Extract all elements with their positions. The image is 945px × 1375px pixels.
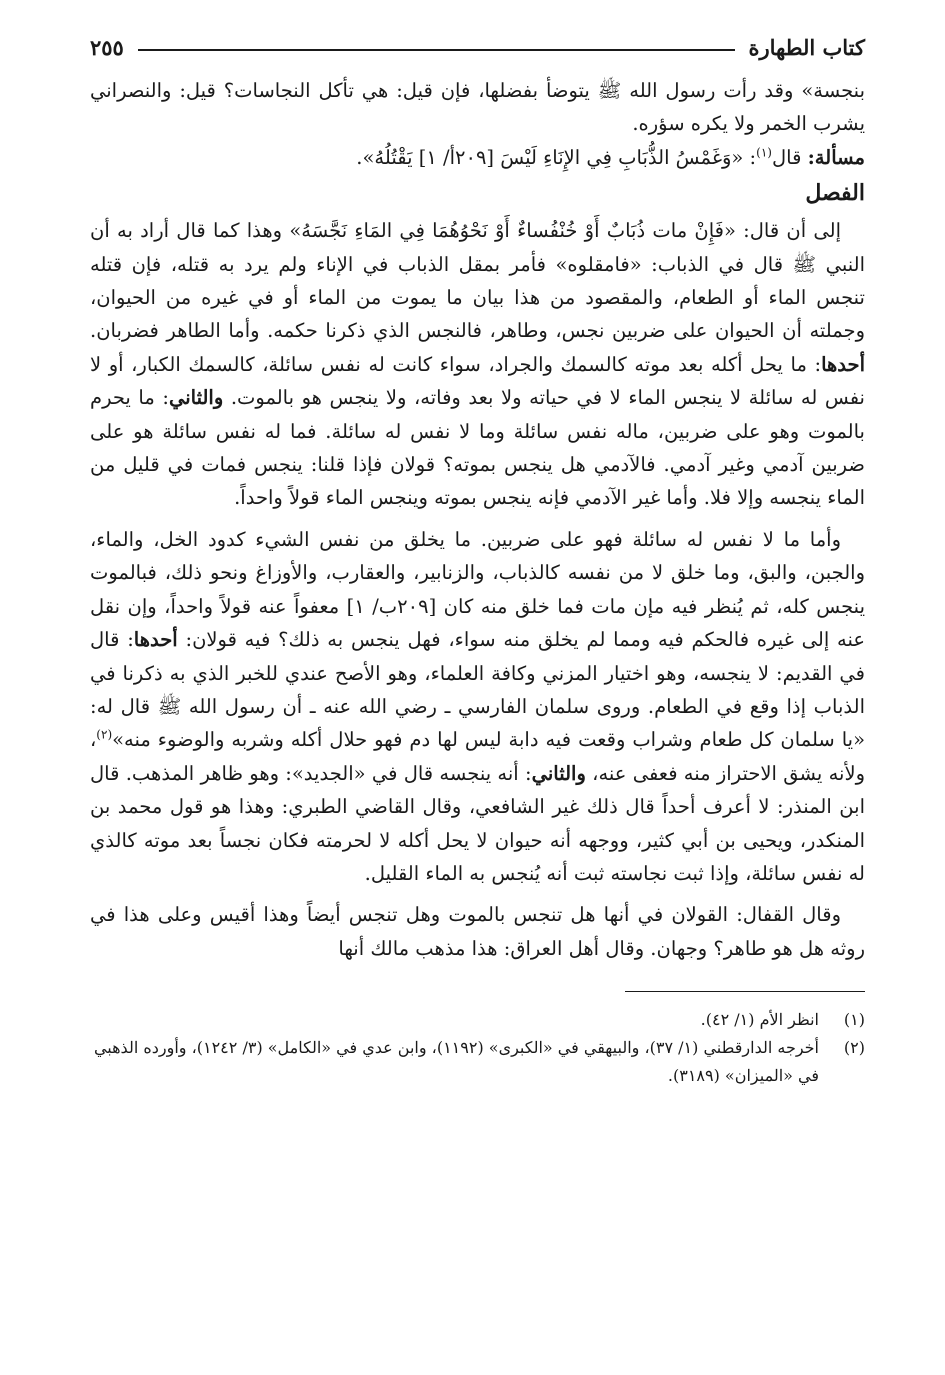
paragraph-gap: [90, 515, 865, 523]
p3-bold-first: أحدها: [821, 352, 865, 376]
footnote-rule: [625, 991, 865, 992]
header-rule: [138, 49, 735, 51]
paragraph-4: [90, 523, 865, 890]
p4-bold-second: والثاني: [531, 761, 586, 785]
p3-text-b: : ما يحل أكله بعد موته كالسمك والجراد، سواء كانت له نفس سائلة، كالسمك الكبار، أو لا نفس له سائلة لا ينجس الماء لا في حياته ولا بعد وفاته، ولا ينجس هو بالموت.: [90, 352, 865, 410]
p4-bold-first: أحدها: [133, 628, 178, 652]
paragraph-gap: [90, 890, 865, 898]
paragraph-masala: [90, 141, 865, 174]
masala-label: مسألة:: [807, 145, 865, 169]
p4-text-b: : قال في القديم: لا ينجسه، وهو اختيار المزني وكافة العلماء، وهو الأصح عندي للخبر الذي به ذكرنا في الذباب إذا وقع في الطعام. وروى سلمان الفارسي ـ رضي الله عنه ـ أن رسول الله ﷺ قال له: «يا سلمان كل طعام وشراب وقعت فيه دابة ليس لها دم فهو حلال أكله وشربه والوضوء منه»: [90, 628, 865, 752]
footnote-1: [90, 1006, 865, 1034]
p3-bold-second: والثاني: [168, 386, 224, 410]
footnote-number: (١): [843, 1010, 865, 1030]
paragraph-1: بنجسة» وقد رأت رسول الله ﷺ يتوضأ بفضلها، فإن قيل: هي تأكل النجاسات؟ قيل: والنصراني يشرب الخمر ولا يكره سؤره.: [90, 79, 865, 136]
p4-text-c: ، ولأنه يشق الاحتراز منه فعفى عنه،: [90, 728, 865, 785]
running-title: كتاب الطهارة: [748, 34, 865, 60]
footnote-2: [90, 1034, 865, 1090]
running-header: [90, 30, 865, 64]
p4-text-d: : أنه ينجسه قال في «الجديد»: وهو ظاهر المذهب. قال ابن المنذر: لا أعرف أحداً قال ذلك غير الشافعي، وقال القاضي الطبري: وهذا هو قول محمد بن المنكدر، ويحيى بن أبي كثير، ووجهه أنه حيوان لا يحل أكله لا لحرمته فكان نجساً بعد موته كالذي له نفس سائلة، وإذا ثبت نجاسته ثبت أنه يُنجس به الماء القليل.: [90, 761, 865, 885]
paragraph-5: وقال القفال: القولان في أنها هل تنجس بالموت وهل تنجس أيضاً وهذا أقيس وعلى هذا في روثه هل هو طاهر؟ وجهان. وقال أهل العراق: هذا مذهب مالك أنها: [90, 903, 865, 960]
book-page: [90, 30, 865, 1090]
p3-text-c: : ما يحرم بالموت وهو على ضربين، ماله نفس سائلة وما لا نفس له سائلة. فما له نفس سائلة هو على ضربين آدمي وغير آدمي. فالآدمي هل ينجس بموته؟ قولان فإذا قلنا: ينجس فمات في قليل من الماء ينجسه وإلا فلا. وأما غير الآدمي فإنه ينجس بموته وينجس الماء قولاً واحداً.: [90, 386, 865, 510]
masala-text-a: قال: [771, 145, 808, 169]
footnotes: [90, 1006, 865, 1090]
footnote-text: انظر الأم (١/ ٤٢).: [700, 1010, 819, 1030]
p4-text-a: وأما ما لا نفس له سائلة فهو على ضربين. ما يخلق من نفس الشيء كدود الخل، والماء، والجبن، والبق، وما خلق لا من نفسه كالذباب، والزنابير، والعقارب، والأوزاغ ونحو ذلك، فبالموت ينجس كله، ثم يُنظر فيه مإن مات فما خلق منه كان [٢٠٩ب/ ١] معفواً عنه قولاً واحداً، وإن نقل عنه إلى غيره فالحكم فيه ومما لم يخلق منه سواء، فهل ينجس به ذلك؟ فيه قولان:: [90, 527, 865, 652]
footnote-ref-2: (٢): [96, 727, 113, 742]
footnote-number: (٢): [843, 1038, 865, 1058]
page-number: ٢٥٥: [90, 34, 124, 60]
footnote-ref-1: (١): [756, 145, 772, 160]
masala-text-b: : «وَغَمْسُ الذُّبَابِ فِي الإِنَاءِ لَيْسَ [٢٠٩أ/ ١] يَقْتُلُهُ».: [356, 145, 757, 169]
paragraph-3: [90, 214, 865, 515]
main-text: [90, 74, 865, 965]
section-heading: الفصل: [805, 180, 865, 207]
footnote-text: أخرجه الدارقطني (١/ ٣٧)، والبيهقي في «الكبرى» (١١٩٢)، وابن عدي في «الكامل» (٣/ ١٢٤٢)، وأورده الذهبي في «الميزان» (٣١٨٩).: [93, 1038, 819, 1086]
p3-text-a: إلى أن قال: «فَإِنْ مات ذُبَابٌ أَوْ خُنْفُساءٌ أَوْ نَحْوُهُمَا فِي المَاءِ نَجَّسَهُ» وهذا كما قال أراد به أن النبي ﷺ قال في الذباب: «فامقلوه» فأمر بمقل الذباب في الإناء ولم يرد به قتله، فإن قتله تنجس الماء أو الطعام، والمقصود من هذا بيان ما يموت من الماء أو في غيره من الحيوان، وجملته أن الحيوان على ضربين نجس، وطاهر، فالنجس الذي ذكرنا حكمه. وأما الطاهر فضربان.: [90, 219, 865, 343]
